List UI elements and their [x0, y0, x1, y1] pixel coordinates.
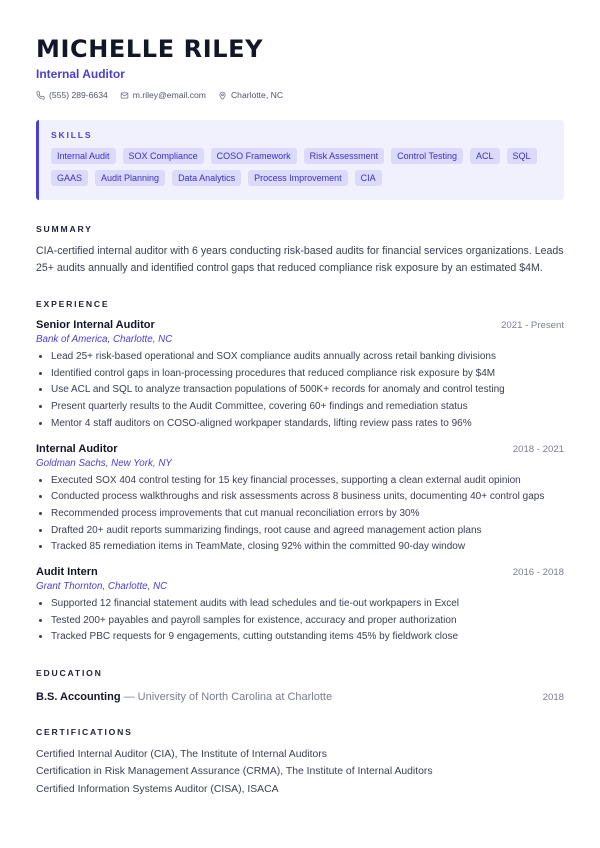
skill-chip: Risk Assessment: [304, 148, 385, 164]
list-item: • Conducted process walkthroughs and risk assessments across 8 business units, documenting 40+ control gaps: [51, 489, 564, 506]
phone-text: (555) 289-6634: [49, 90, 108, 100]
skill-chip: SOX Compliance: [123, 148, 204, 164]
job-title: Senior Internal Auditor: [36, 319, 155, 331]
list-item: • Mentor 4 staff auditors on COSO-aligned workpaper standards, lifting review pass rates to 96%: [51, 416, 564, 433]
job-title: Audit Intern: [36, 566, 98, 579]
skill-chip: Control Testing: [391, 148, 463, 164]
edu-separator: —: [120, 691, 138, 704]
skill-chip: SQL: [507, 148, 537, 164]
list-item: • Executed SOX 404 control testing for 15 key financial processes, supporting a clean external audit opinion: [51, 473, 564, 490]
job-entry: [36, 443, 564, 557]
list-item: • Identified control gaps in loan-processing procedures that reduced compliance risk exposure by $4M: [51, 366, 564, 383]
education-title: EDUCATION: [36, 668, 103, 679]
skill-chip: CIA: [355, 170, 382, 186]
job-title: Internal Auditor: [36, 442, 118, 455]
list-item: • Lead 25+ risk-based operational and SOX compliance audits annually across retail banking divisions: [51, 349, 564, 366]
list-item: • Present quarterly results to the Audit Committee, covering 60+ findings and remediation status: [51, 399, 564, 416]
skill-chip: Process Improvement: [248, 170, 348, 186]
edu-degree: B.S. Accounting: [36, 691, 121, 704]
contact-bar: [36, 90, 564, 100]
job-date: 2016 - 2018: [512, 567, 564, 579]
skills-panel: [36, 120, 564, 200]
skill-chip: ACL: [470, 148, 500, 164]
list-item: • Supported 12 financial statement audits with lead schedules and tie-out workpapers in Excel: [51, 596, 564, 613]
summary-section: [36, 224, 564, 277]
job-org: Goldman Sachs, New York, NY: [36, 457, 172, 469]
list-item: • Recommended process improvements that cut manual reconciliation errors by 30%: [51, 506, 564, 523]
edu-year: 2018: [542, 692, 564, 704]
candidate-role: Internal Auditor: [36, 67, 125, 81]
skill-chip: Audit Planning: [95, 170, 165, 186]
job-org: Grant Thornton, Charlotte, NC: [36, 581, 168, 593]
list-item: • Tested 200+ payables and payroll samples for existence, accuracy and proper authorization: [51, 613, 564, 630]
mail-icon: [120, 91, 129, 100]
certifications-title: CERTIFICATIONS: [36, 727, 133, 738]
contact-phone: [36, 90, 108, 100]
skill-chip: GAAS: [51, 170, 88, 186]
skills-title: SKILLS: [51, 130, 93, 140]
job-bullets: [36, 349, 564, 433]
list-item: Certified Internal Auditor (CIA), The Institute of Internal Auditors: [36, 749, 327, 761]
list-item: • Drafted 20+ audit reports summarizing findings, root cause and agreed management action plans: [51, 523, 564, 540]
email-text: m.riley@email.com: [132, 90, 206, 100]
skill-chip: COSO Framework: [211, 148, 297, 164]
list-item: • Tracked 85 remediation items in TeamMate, closing 92% within the committed 90-day window: [51, 539, 564, 556]
job-date: 2021 - Present: [501, 320, 564, 331]
job-entry: [36, 566, 564, 646]
summary-title: SUMMARY: [36, 224, 93, 234]
job-bullets: [36, 473, 564, 557]
education-entry: [36, 687, 564, 705]
education-section: [36, 668, 564, 705]
list-item: • Use ACL and SQL to analyze transaction populations of 500K+ records for anomaly and control testing: [51, 382, 564, 399]
list-item: Certified Information Systems Auditor (CISA), ISACA: [36, 783, 279, 795]
job-bullets: [36, 596, 564, 646]
experience-section: [36, 299, 564, 646]
job-org: Bank of America, Charlotte, NC: [36, 334, 173, 345]
map-pin-icon: [218, 91, 227, 100]
skills-chips: [51, 148, 552, 186]
location-text: Charlotte, NC: [230, 90, 284, 100]
list-item: Certification in Risk Management Assurance (CRMA), The Institute of Internal Auditors: [36, 766, 433, 778]
candidate-name: MICHELLE RILEY: [36, 35, 264, 63]
contact-location: [218, 90, 283, 100]
job-date: 2018 - 2021: [512, 443, 564, 455]
skill-chip: Data Analytics: [172, 170, 241, 186]
list-item: • Tracked PBC requests for 9 engagements, cutting outstanding items 45% by fieldwork close: [51, 629, 564, 646]
certifications-list: [36, 746, 564, 798]
resume-page: [36, 34, 564, 798]
summary-text: CIA-certified internal auditor with 6 years conducting risk-based audits for financial services organizations. Leads 25+ audits annually and identified control gaps that reduced compliance risk exposure by an estimated $4M.: [36, 245, 564, 274]
phone-icon: [36, 91, 45, 100]
contact-email[interactable]: [120, 90, 206, 100]
edu-school: University of North Carolina at Charlotte: [137, 691, 333, 704]
certifications-section: [36, 727, 564, 798]
job-entry: [36, 319, 564, 433]
skill-chip: Internal Audit: [51, 148, 116, 164]
experience-title: EXPERIENCE: [36, 299, 110, 309]
